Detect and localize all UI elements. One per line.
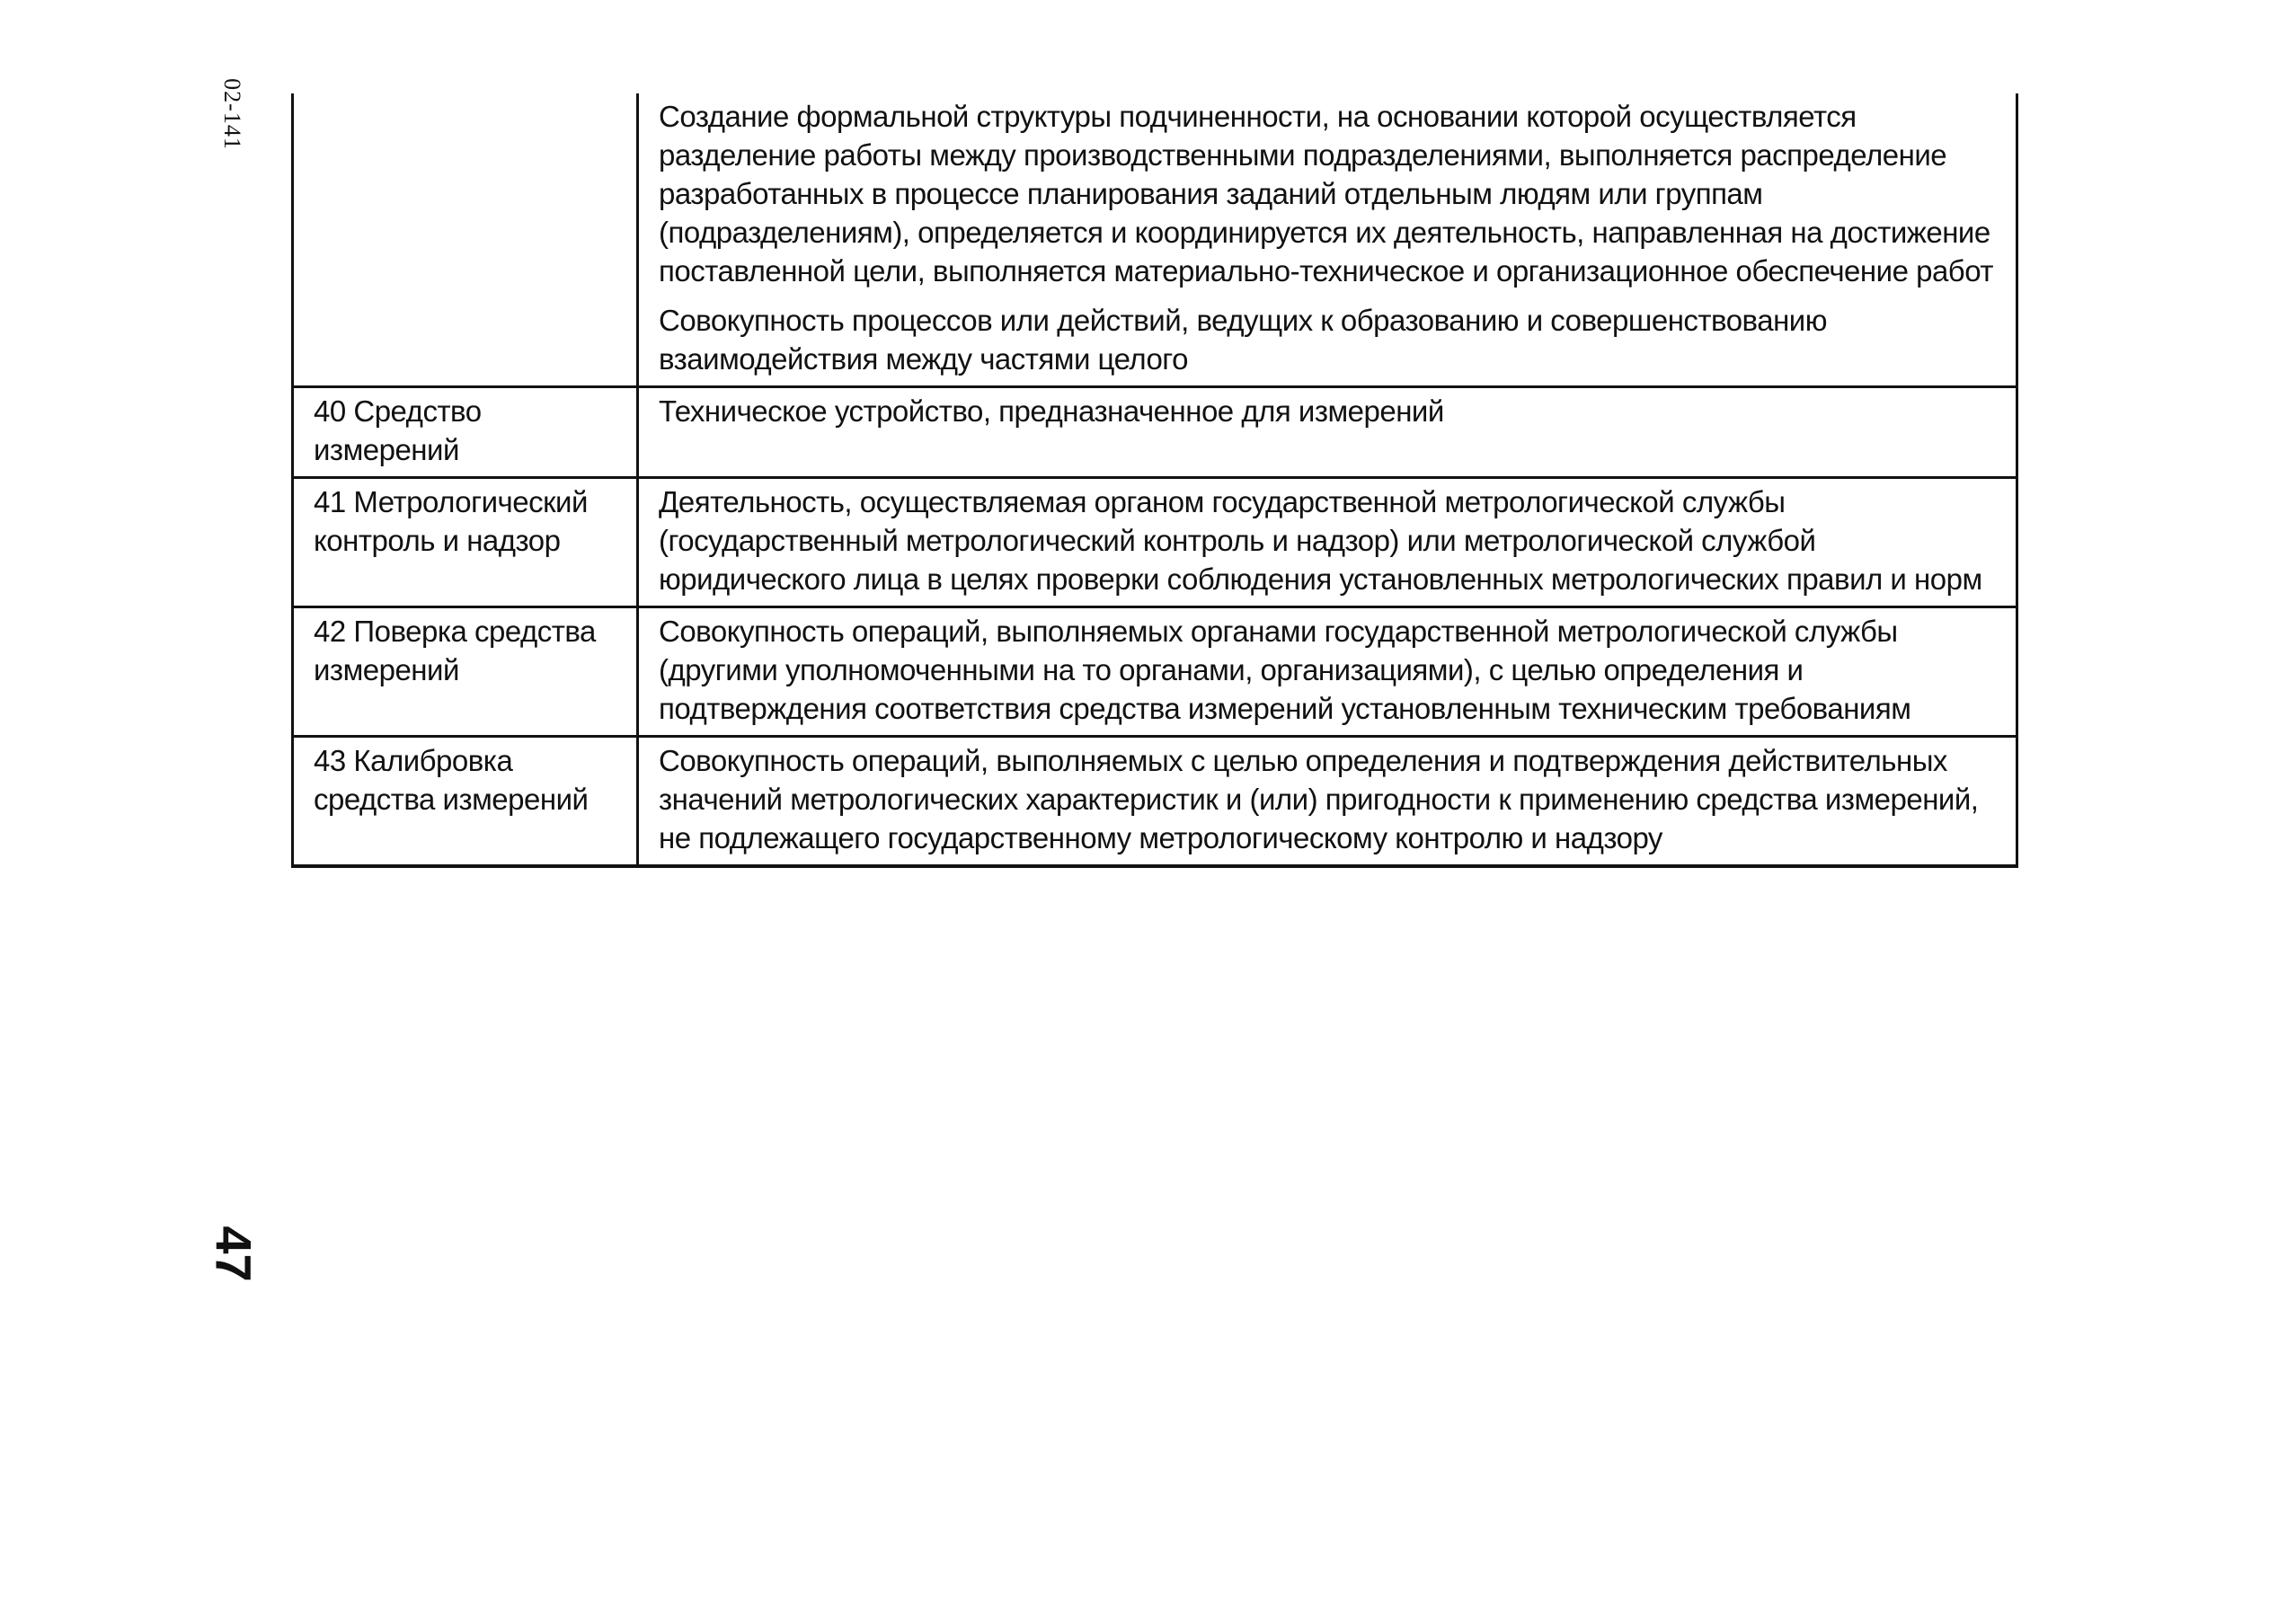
definition-text: Совокупность процессов или действий, ведущих к образованию и совершенствованию взаимодействия между частями целого: [659, 304, 1827, 376]
table-row: [293, 607, 2017, 737]
definition-cell: [638, 93, 2017, 387]
definition-cell: [638, 737, 2017, 867]
definition-cell: [638, 387, 2017, 478]
definition-text: Техническое устройство, предназначенное для измерений: [659, 394, 1444, 428]
term-cell: [293, 93, 638, 387]
table-row: [293, 478, 2017, 607]
term-cell: 40 Средство измерений: [293, 387, 638, 478]
definition-cell: [638, 478, 2017, 607]
terms-table: [291, 93, 2018, 868]
document-code-text: 02-141: [219, 78, 246, 150]
term-cell: 42 Поверка средства измерений: [293, 607, 638, 737]
table-row: [293, 93, 2017, 387]
definition-text: Деятельность, осуществляемая органом государственной метрологической службы (государственный метрологический контроль и надзор) или метрологической службой юридического лица в целях проверки соблюдения установленных метрологических правил и норм: [659, 485, 1982, 596]
definition-text: Совокупность операций, выполняемых органами государственной метрологической службы (другими уполномоченными на то органами, организациями), с целью определения и подтверждения соответствия средства измерений установленным техническим требованиям: [659, 615, 1911, 725]
table-row: [293, 387, 2017, 478]
table-row: [293, 737, 2017, 867]
term-cell: 41 Метрологический контроль и надзор: [293, 478, 638, 607]
page-number: [198, 1204, 270, 1303]
definition-text: Создание формальной структуры подчиненности, на основании которой осуществляется разделение работы между производственными подразделениями, выполняется распределение разработанных в процессе планирования заданий отдельным людям или группам (подразделениям), определяется и координируется их деятельность, направленная на достижение поставленной цели, выполняется материально-техническое и организационное обеспечение работ: [659, 100, 1993, 288]
document-code: [205, 74, 259, 155]
page-number-text: 47: [205, 1225, 262, 1282]
term-cell: 43 Калибровка средства измерений: [293, 737, 638, 867]
definition-cell: [638, 607, 2017, 737]
definition-text: Совокупность операций, выполняемых с целью определения и подтверждения действительных значений метрологических характеристик и (или) пригодности к применению средства измерений, не подлежащего государственному метрологическому контролю и надзору: [659, 744, 1979, 854]
